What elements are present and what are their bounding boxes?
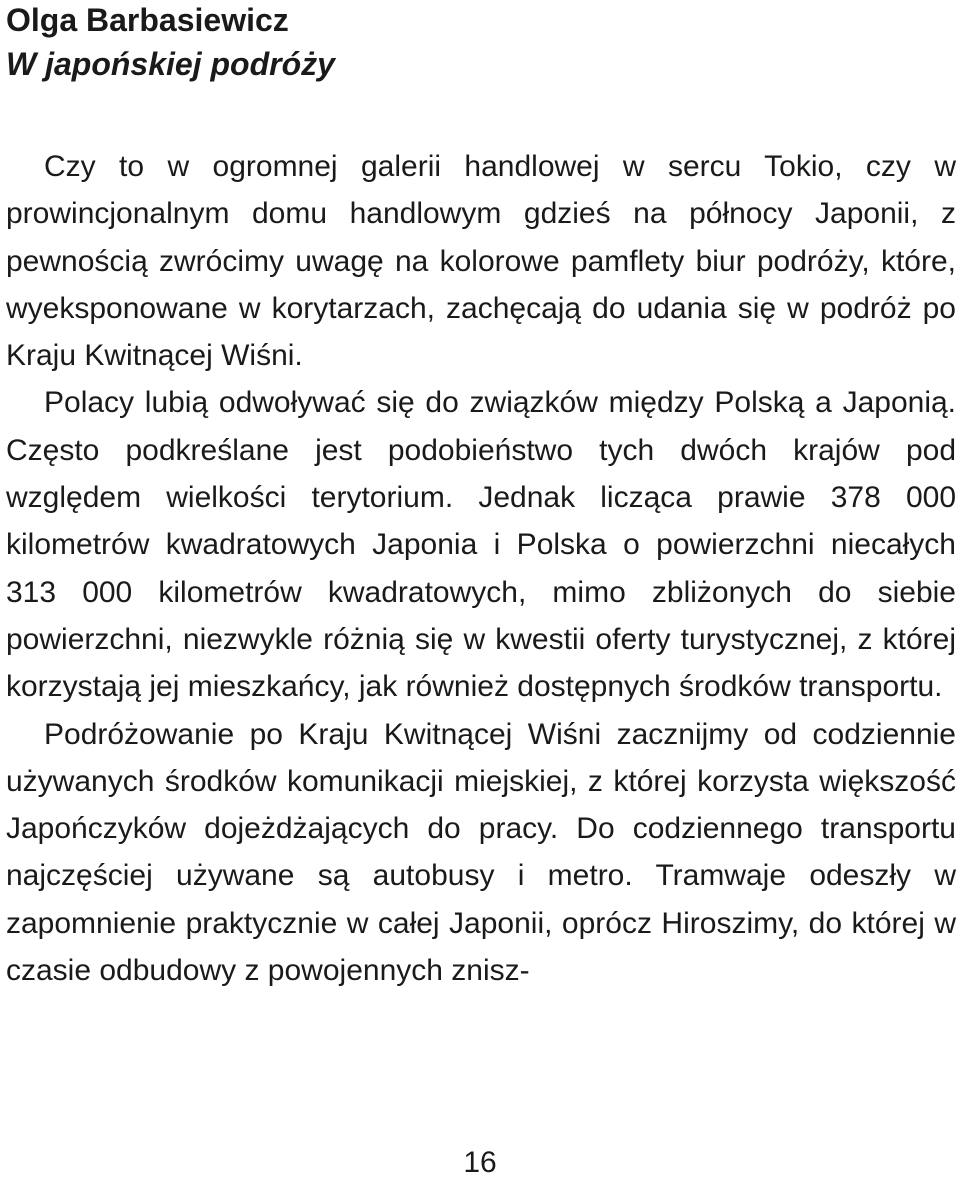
author-name: Olga Barbasiewicz bbox=[6, 2, 289, 38]
paragraph-2: Polacy lubią odwoływać się do związków między Polską a Japonią. Często podkreślane jest podobieństwo tych dwóch krajów pod względem wielkości terytorium. Jednak licząca prawie 378 000 kilometrów kwadratowych Japonia i Polska o powierzchni niecałych 313 000 kilometrów kwadratowych, mimo zbliżonych do siebie powierzchni, niezwykle różnią się w kwestii oferty turystycznej, z której korzystają jej mieszkańcy, jak również dostępnych środków transportu. bbox=[6, 386, 956, 704]
page-header bbox=[6, 0, 946, 84]
book-title: W japońskiej podróży bbox=[6, 46, 335, 82]
page-number: 16 bbox=[463, 1146, 497, 1179]
body-text bbox=[6, 143, 956, 994]
paragraph-3: Podróżowanie po Kraju Kwitnącej Wiśni zacznijmy od codziennie używanych środków komunikacji miejskiej, z której korzysta większość Japończyków dojeżdżających do pracy. Do codziennego transportu najczęściej używane są autobusy i metro. Tramwaje odeszły w zapomnienie praktycznie w całej Japonii, oprócz Hiroszimy, do której w czasie odbudowy z powojennych znisz- bbox=[6, 717, 956, 988]
paragraph-1: Czy to w ogromnej galerii handlowej w sercu Tokio, czy w prowincjonalnym domu handlowym gdzieś na północy Japonii, z pewnością zwrócimy uwagę na kolorowe pamflety biur podróży, które, wyeksponowane w korytarzach, zachęcają do udania się w podróż po Kraju Kwitnącej Wiśni. bbox=[6, 150, 956, 373]
